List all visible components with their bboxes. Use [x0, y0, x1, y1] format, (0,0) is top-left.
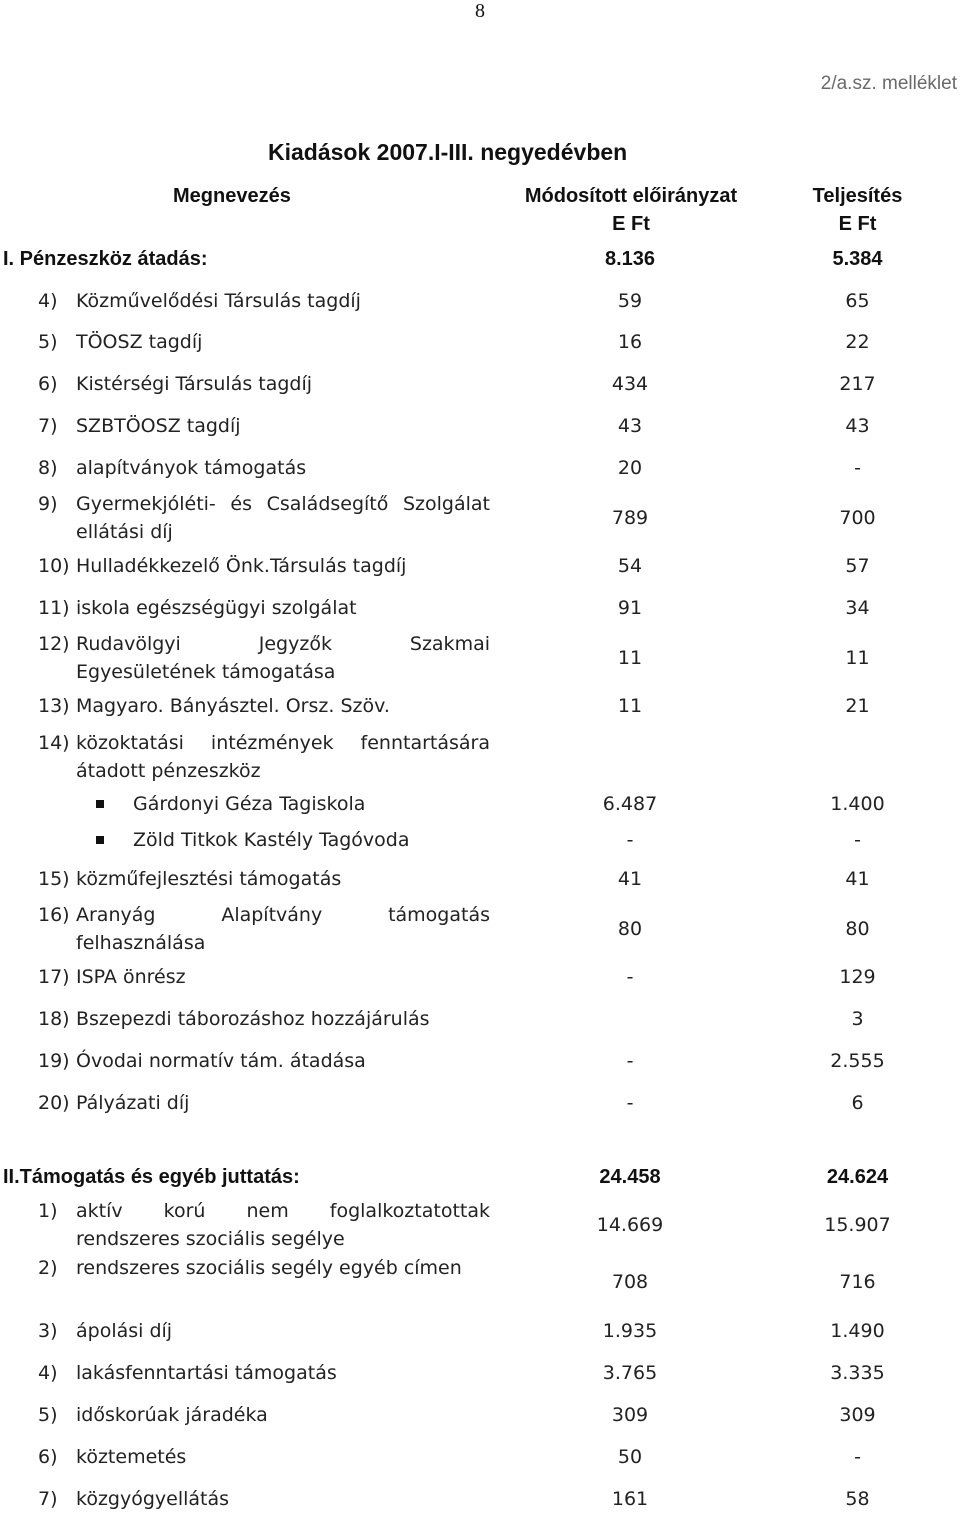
row-planned-value [560, 1005, 700, 1033]
row-label: ISPA önrész [76, 966, 186, 988]
row-label: Aranyág Alapítvány támogatás felhasználása [76, 904, 490, 954]
table-row [0, 826, 960, 854]
table-row [0, 594, 960, 622]
row-actual-value: 58 [845, 1488, 870, 1510]
row-number: 13) [38, 695, 70, 717]
row-actual-value: 1.490 [830, 1320, 885, 1342]
row-planned-value [560, 729, 700, 785]
row-label: ápolási díj [76, 1320, 173, 1342]
row-number: 3) [38, 1320, 58, 1342]
table-row [0, 328, 960, 356]
row-actual-value: 217 [839, 373, 876, 395]
row-number: 5) [38, 1404, 58, 1426]
row-number: 5) [38, 331, 58, 353]
table-row [0, 412, 960, 440]
row-label: időskorúak járadéka [76, 1404, 268, 1426]
table-row [0, 865, 960, 893]
row-label: Kistérségi Társulás tagdíj [76, 373, 313, 395]
row-actual-value: - [854, 829, 861, 851]
row-label: lakásfenntartási támogatás [76, 1362, 337, 1384]
row-label: Bszepezdi táborozáshoz hozzájárulás [76, 1008, 430, 1030]
row-number: 2) [38, 1257, 58, 1279]
table-row [0, 1047, 960, 1075]
row-actual-value: 11 [845, 647, 870, 669]
row-label: rendszeres szociális segély egyéb címen [76, 1257, 462, 1279]
table-row [0, 1089, 960, 1117]
row-label: közgyógyellátás [76, 1488, 230, 1510]
row-number: 12) [38, 633, 70, 655]
section-label: II.Támogatás és egyéb juttatás: [3, 1166, 300, 1188]
table-row [0, 490, 960, 546]
row-number: 18) [38, 1008, 70, 1030]
row-label: SZBTÖOSZ tagdíj [76, 415, 241, 437]
row-label: TÖOSZ tagdíj [76, 331, 203, 353]
row-planned-value: 708 [611, 1271, 649, 1293]
table-row [0, 454, 960, 482]
row-planned-value: 54 [617, 555, 643, 577]
row-actual-value: 57 [845, 555, 870, 577]
header-planned-label: Módosított előirányzat [524, 185, 738, 207]
row-planned-value: 16 [617, 331, 643, 353]
row-actual-value: 41 [845, 868, 870, 890]
row-planned-value: 161 [611, 1488, 649, 1510]
row-actual-value: 1.400 [830, 793, 885, 815]
section-planned: 8.136 [604, 248, 656, 270]
row-label: Óvodai normatív tám. átadása [76, 1050, 366, 1072]
page-title: Kiadások 2007.I-III. negyedévben [268, 139, 628, 165]
row-number: 1) [38, 1200, 58, 1222]
page-number: 8 [475, 0, 485, 22]
row-number: 8) [38, 457, 58, 479]
header-actual-unit: E Ft [838, 213, 877, 235]
row-number: 6) [38, 373, 58, 395]
row-planned-value: 11 [617, 695, 643, 717]
row-planned-value: 50 [617, 1446, 643, 1468]
row-label: Gárdonyi Géza Tagiskola [133, 793, 366, 815]
table-row [0, 630, 960, 686]
row-label: alapítványok támogatás [76, 457, 307, 479]
row-number: 17) [38, 966, 70, 988]
table-row [0, 1485, 960, 1513]
table-row [0, 1317, 960, 1345]
row-actual-value: 21 [845, 695, 870, 717]
row-actual-value: - [854, 1446, 861, 1468]
table-row [0, 692, 960, 720]
table-row [0, 1401, 960, 1429]
row-number: 9) [38, 493, 58, 515]
row-actual-value: 309 [839, 1404, 876, 1426]
row-label: Gyermekjóléti- és Családsegítő Szolgálat ellátási díj [76, 493, 490, 543]
row-actual-value: 43 [845, 415, 870, 437]
row-planned-value: 43 [617, 415, 643, 437]
row-label: Rudavölgyi Jegyzők Szakmai Egyesületének támogatása [76, 633, 490, 683]
row-actual-value [800, 729, 915, 785]
header-planned-unit: E Ft [612, 213, 650, 235]
table-row [0, 963, 960, 991]
row-planned-value: - [626, 1050, 634, 1072]
section-transfers [0, 244, 960, 274]
row-planned-value: 14.669 [596, 1214, 664, 1236]
row-actual-value: 129 [839, 966, 876, 988]
row-planned-value: 789 [611, 507, 649, 529]
table-row [0, 790, 960, 818]
section-actual: 5.384 [832, 248, 883, 270]
table-row [0, 1197, 960, 1253]
row-planned-value: 41 [617, 868, 643, 890]
row-number: 10) [38, 555, 70, 577]
row-actual-value: 2.555 [830, 1050, 885, 1072]
row-number: 14) [38, 732, 70, 754]
row-actual-value: 700 [839, 507, 876, 529]
row-label: közoktatási intézmények fenntartására átadott pénzeszköz [76, 732, 490, 782]
table-row [0, 370, 960, 398]
table-row [0, 1359, 960, 1387]
row-planned-value: 20 [617, 457, 643, 479]
row-label: Pályázati díj [76, 1092, 190, 1114]
row-actual-value: - [854, 457, 861, 479]
header-actual-label: Teljesítés [812, 185, 903, 207]
row-planned-value: - [626, 1092, 634, 1114]
table-row [0, 287, 960, 315]
row-label: Közművelődési Társulás tagdíj [76, 290, 361, 312]
section-actual: 24.624 [826, 1166, 889, 1188]
bullet-marker [96, 836, 104, 844]
header-actual [800, 182, 915, 238]
row-number: 20) [38, 1092, 70, 1114]
table-row [0, 1443, 960, 1471]
row-number: 16) [38, 904, 70, 926]
row-planned-value: 309 [611, 1404, 649, 1426]
row-label: Hulladékkezelő Önk.Társulás tagdíj [76, 555, 407, 577]
table-row [0, 1254, 960, 1310]
row-actual-value: 15.907 [824, 1214, 891, 1236]
row-actual-value: 6 [851, 1092, 864, 1114]
row-label: közműfejlesztési támogatás [76, 868, 342, 890]
row-planned-value: 1.935 [602, 1320, 658, 1342]
row-number: 7) [38, 415, 58, 437]
row-number: 15) [38, 868, 70, 890]
row-planned-value: 91 [617, 597, 643, 619]
row-planned-value: 80 [617, 918, 643, 940]
table-row [0, 901, 960, 957]
row-number: 4) [38, 290, 58, 312]
row-actual-value: 716 [839, 1271, 876, 1293]
table-row [0, 1005, 960, 1033]
section-benefits [0, 1162, 960, 1192]
row-actual-value: 3.335 [830, 1362, 885, 1384]
row-label: köztemetés [76, 1446, 187, 1468]
row-planned-value: - [626, 966, 634, 988]
row-number: 6) [38, 1446, 58, 1468]
row-planned-value: 11 [617, 647, 643, 669]
row-planned-value: 6.487 [602, 793, 658, 815]
row-planned-value: - [626, 829, 634, 851]
header-planned [500, 182, 762, 238]
row-actual-value: 80 [845, 918, 870, 940]
table-row [0, 729, 960, 785]
row-number: 4) [38, 1362, 58, 1384]
row-planned-value: 434 [611, 373, 649, 395]
row-label: aktív korú nem foglalkoztatottak rendszeres szociális segélye [76, 1200, 490, 1250]
row-number: 19) [38, 1050, 70, 1072]
row-label: Magyaro. Bányásztel. Orsz. Szöv. [76, 695, 390, 717]
row-planned-value: 3.765 [602, 1362, 658, 1384]
row-planned-value: 59 [617, 290, 643, 312]
row-actual-value: 3 [851, 1008, 864, 1030]
table-row [0, 552, 960, 580]
row-actual-value: 65 [845, 290, 870, 312]
header-name: Megnevezés [173, 185, 291, 207]
row-number: 11) [38, 597, 70, 619]
annex-label: 2/a.sz. melléklet [820, 73, 957, 94]
row-number: 7) [38, 1488, 58, 1510]
section-label: I. Pénzeszköz átadás: [3, 248, 208, 270]
row-actual-value: 34 [845, 597, 870, 619]
bullet-marker [96, 800, 104, 808]
row-label: iskola egészségügyi szolgálat [76, 597, 357, 619]
row-actual-value: 22 [845, 331, 870, 353]
row-label: Zöld Titkok Kastély Tagóvoda [133, 829, 410, 851]
section-planned: 24.458 [599, 1166, 661, 1188]
